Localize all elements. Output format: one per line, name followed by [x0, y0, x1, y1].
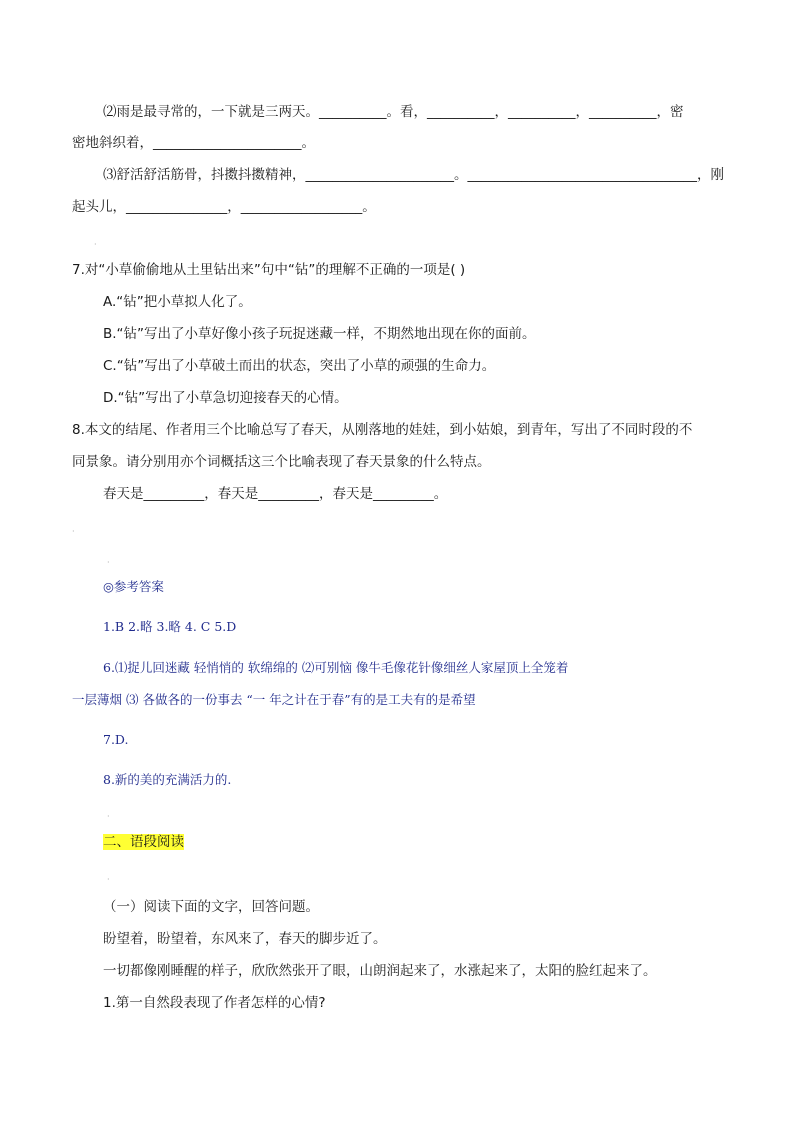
paragraph-mark: ·: [107, 875, 110, 884]
passage-intro: （一）阅读下面的文字，回答问题。: [103, 899, 319, 915]
paragraph-mark: ·: [94, 240, 97, 249]
q6-line-4: 起头儿，_______________，__________________。: [72, 199, 376, 215]
section-2-title: [103, 833, 184, 851]
passage-paragraph-1: 盼望着，盼望着，东风来了，春天的脚步近了。: [103, 931, 387, 947]
paragraph-mark: ·: [72, 527, 75, 536]
answer-6-line-2: 一层薄烟 ⑶ 各做各的一份事去 “一 年之计在于春”有的是工夫有的是希望: [72, 692, 476, 707]
q6-line-1: ⑵雨是最寻常的，一下就是三两天。__________。看，__________，__________，__________，密: [103, 104, 684, 120]
q7-option-a: A.“钻”把小草拟人化了。: [103, 294, 252, 310]
passage-paragraph-2: 一切都像刚睡醒的样子，欣欣然张开了眼，山朗润起来了，水涨起来了，太阳的脸红起来了。: [103, 963, 657, 979]
paragraph-mark: ·: [107, 558, 110, 567]
answer-7: 7.D.: [103, 732, 129, 747]
q8-line-1: 8.本文的结尾、作者用三个比喻总写了春天，从刚落地的娃娃，到小姑娘，到青年，写出了不同时段的不: [72, 422, 693, 438]
q6-line-2: 密地斜织着，______________________。: [72, 135, 315, 151]
question-1: 1.第一自然段表现了作者怎样的心情?: [103, 995, 326, 1011]
q7-option-c: C.“钻”写出了小草破土而出的状态，突出了小草的顽强的生命力。: [103, 358, 496, 374]
q8-line-2: 同景象。请分别用亦个词概括这三个比喻表现了春天景象的什么特点。: [72, 454, 491, 470]
q7-option-b: B.“钻”写出了小草好像小孩子玩捉迷藏一样，不期然地出现在你的面前。: [103, 326, 536, 342]
q8-line-3: 春天是_________，春天是_________，春天是_________。: [103, 486, 448, 502]
answer-6-line-1: 6.⑴捉儿回迷藏 轻悄悄的 软绵绵的 ⑵可别恼 像牛毛像花针像细丝人家屋顶上全笼着: [103, 660, 569, 675]
answer-8: 8.新的美的充满活力的.: [103, 772, 232, 787]
answers-heading: ◎参考答案: [103, 579, 164, 594]
answer-1-5: 1.B 2.略 3.略 4. C 5.D: [103, 619, 237, 634]
q7-stem: 7.对“小草偷偷地从土里钻出来”句中“钻”的理解不正确的一项是( ): [72, 262, 466, 278]
q6-line-3: ⑶舒活舒活筋骨，抖擞抖擞精神，______________________。__________________________________，刚: [103, 167, 724, 183]
paragraph-mark: ·: [107, 812, 110, 821]
q7-option-d: D.“钻”写出了小草急切迎接春天的心情。: [103, 390, 348, 406]
section-2-title-text: 二、语段阅读: [103, 834, 184, 850]
